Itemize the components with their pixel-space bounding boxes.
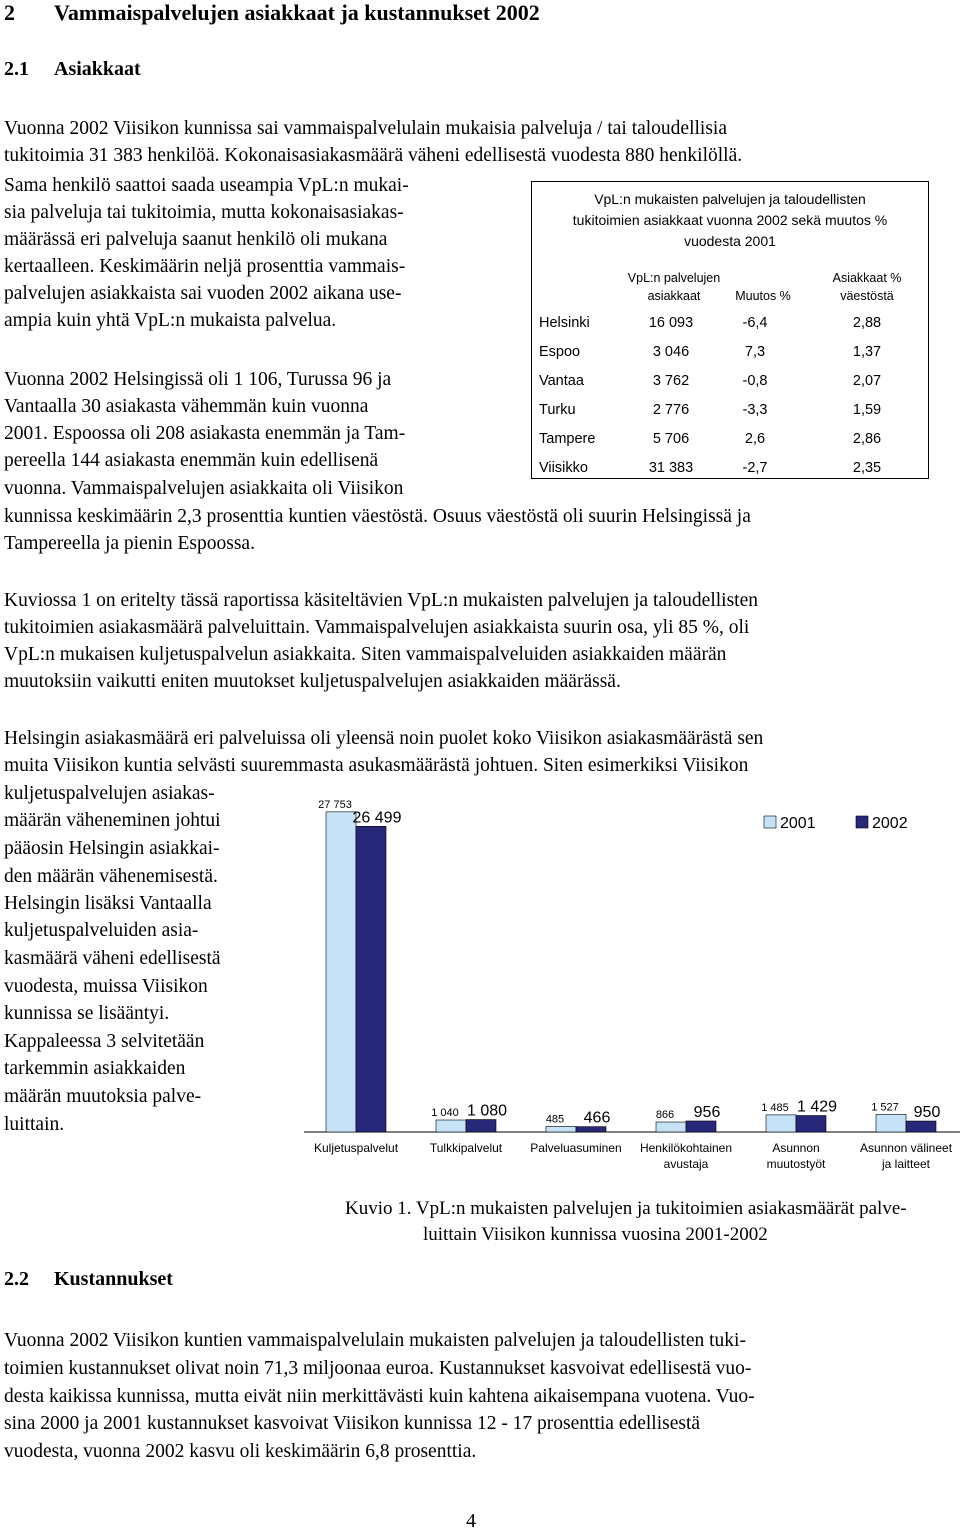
subsection-title: Kustannukset [54, 1268, 173, 1290]
cell-city: Vantaa [539, 373, 584, 389]
cell-city: Turku [539, 402, 576, 418]
data-label: 956 [693, 1103, 721, 1121]
data-label: 1 527 [871, 1101, 899, 1114]
text-line: sina 2000 ja 2001 kustannukset kasvoivat Viisikon kunnissa 12 - 17 prosenttia edellisestä [4, 1413, 701, 1434]
text-line: kuljetuspalvelujen asiakas- [4, 783, 215, 804]
cell-clients: 3 046 [652, 344, 690, 360]
subsection-heading-2 [4, 1268, 173, 1291]
text-line: VpL:n mukaisen kuljetuspalvelun asiakkaita. Siten vammaispalveluiden asiakkaiden määrän [4, 644, 727, 665]
table-row [532, 373, 928, 397]
clients-bar-chart [300, 797, 960, 1177]
text-line: muutoksiin vaikutti eniten muutokset kuljetuspalvelujen asiakkaiden määrässä. [4, 671, 621, 692]
text-line: vuodesta, muissa Viisikon [4, 976, 208, 997]
table-title-line: tukitoimien asiakkaat vuonna 2002 sekä muutos % [572, 212, 888, 228]
subsection-number: 2.2 [4, 1268, 29, 1290]
header-text: VpL:n palvelujen [627, 271, 721, 285]
subsection-heading-1 [4, 58, 141, 81]
bar-2001-3 [656, 1122, 686, 1132]
text-line: pereella 144 asiakasta enemmän kuin edellisenä [4, 450, 379, 471]
cell-share: 2,86 [852, 431, 882, 447]
data-label: 466 [583, 1109, 611, 1127]
legend-swatch [764, 816, 776, 828]
text-line: pääosin Helsingin asiakkai- [4, 838, 220, 859]
data-label: 1 429 [796, 1098, 838, 1116]
header-clients [616, 269, 732, 305]
caption-line: Kuvio 1. VpL:n mukaisten palvelujen ja tukitoimien asiakasmäärät palve- [345, 1198, 907, 1219]
header-text: Muutos % [735, 289, 791, 303]
legend-swatch [856, 816, 868, 828]
cell-change: -0,8 [742, 373, 768, 389]
header-share [820, 269, 914, 305]
text-line: Helsingin lisäksi Vantaalla [4, 893, 212, 914]
clients-table [531, 181, 929, 479]
text-line: den määrän vähenemisestä. [4, 866, 218, 887]
category-label: Henkilökohtainen [639, 1141, 733, 1155]
data-label: 1 485 [761, 1101, 789, 1114]
bar-2002-2 [576, 1127, 606, 1132]
bar-2001-4 [766, 1115, 796, 1132]
data-label: 866 [655, 1109, 675, 1122]
text-line: kertaalleen. Keskimäärin neljä prosenttia vammais- [4, 256, 406, 277]
category-label: Palveluasuminen [530, 1141, 622, 1155]
caption-line: luittain Viisikon kunnissa vuosina 2001-2002 [423, 1224, 768, 1245]
bar-2001-2 [546, 1126, 576, 1132]
bar-2002-5 [906, 1121, 936, 1132]
category-label: avustaja [663, 1157, 709, 1171]
page-number: 4 [466, 1510, 476, 1532]
data-label: 485 [545, 1113, 565, 1126]
cell-city: Espoo [539, 344, 581, 360]
table-title-line: VpL:n mukaisten palvelujen ja taloudellisten [594, 191, 866, 207]
cell-change: -2,7 [742, 460, 768, 476]
bar-2002-4 [796, 1116, 826, 1132]
category-label: Kuljetuspalvelut [313, 1141, 399, 1155]
table-row [532, 460, 928, 484]
legend-label: 2001 [780, 815, 816, 832]
data-label: 26 499 [352, 809, 402, 827]
table-row [532, 431, 928, 455]
text-line: määrässä eri palveluja saanut henkilö oli mukana [4, 229, 388, 250]
text-line: kuljetuspalveluiden asia- [4, 920, 199, 941]
text-line: sia palveluja tai tukitoimia, mutta kokonaisasiakas- [4, 202, 404, 223]
text-line: ampia kuin yhtä VpL:n mukaista palvelua. [4, 310, 337, 331]
data-label: 950 [913, 1104, 941, 1122]
text-line: desta kaikissa kunnissa, mutta eivät niin merkittävästi kuin kahtena aikaisempana vuotena. Vuo- [4, 1386, 755, 1407]
section-title: Vammaispalvelujen asiakkaat ja kustannukset 2002 [54, 0, 540, 25]
cell-city: Tampere [539, 431, 596, 447]
cell-change: -6,4 [742, 315, 768, 331]
cell-change: 2,6 [744, 431, 766, 447]
text-line: muita Viisikon kuntia selvästi suuremmasta asukasmäärästä johtuen. Siten esimerkiksi Viisikon [4, 755, 749, 776]
cell-share: 2,07 [852, 373, 882, 389]
bar-chart-svg [300, 797, 960, 1177]
text-line: 2001. Espoossa oli 208 asiakasta enemmän ja Tam- [4, 423, 406, 444]
cell-share: 1,37 [852, 344, 882, 360]
text-line: tarkemmin asiakkaiden [4, 1058, 186, 1079]
header-text: asiakkaat [647, 289, 701, 303]
cell-city: Viisikko [539, 460, 588, 476]
cell-share: 1,59 [852, 402, 882, 418]
text-line: Tampereella ja pienin Espoossa. [4, 533, 255, 554]
category-label: muutostyöt [766, 1157, 826, 1171]
cell-city: Helsinki [539, 315, 590, 331]
text-line: vuonna. Vammaispalvelujen asiakkaita oli Viisikon [4, 478, 404, 499]
text-line: Sama henkilö saattoi saada useampia VpL:n mukai- [4, 175, 409, 196]
text-line: tukitoimia 31 383 henkilöä. Kokonaisasiakasmäärä väheni edellisestä vuodesta 880 henkilöllä. [4, 145, 743, 166]
cell-clients: 16 093 [648, 315, 694, 331]
text-line: vuodesta, vuonna 2002 kasvu oli keskimäärin 6,8 prosenttia. [4, 1441, 477, 1462]
text-line: Kuviossa 1 on eritelty tässä raportissa käsiteltävien VpL:n mukaisten palvelujen ja taloudellisten [4, 590, 759, 611]
table-row [532, 402, 928, 426]
subsection-title: Asiakkaat [54, 58, 141, 80]
cell-clients: 2 776 [652, 402, 690, 418]
text-line: Vuonna 2002 Helsingissä oli 1 106, Turussa 96 ja [4, 369, 392, 390]
text-line: kasmäärä väheni edellisestä [4, 948, 221, 969]
text-line: kunnissa se lisääntyi. [4, 1003, 170, 1024]
text-line: Vuonna 2002 Viisikon kuntien vammaispalvelulain mukaisten palvelujen ja taloudellisten tuki- [4, 1330, 746, 1351]
legend-label: 2002 [872, 815, 908, 832]
category-label: Asunnon [772, 1141, 820, 1155]
text-line: luittain. [4, 1114, 65, 1135]
text-line: Helsingin asiakasmäärä eri palveluissa oli yleensä noin puolet koko Viisikon asiakasmäärästä sen [4, 728, 764, 749]
text-line: kunnissa keskimäärin 2,3 prosenttia kuntien väestöstä. Osuus väestöstä oli suurin Helsingissä ja [4, 506, 751, 527]
text-line: Vuonna 2002 Viisikon kunnissa sai vammaispalvelulain mukaisia palveluja / tai taloudellisia [4, 118, 728, 139]
bar-2001-0 [326, 812, 356, 1132]
subsection-number: 2.1 [4, 58, 29, 80]
text-line: Kappaleessa 3 selvitetään [4, 1031, 205, 1052]
text-line: tukitoimien asiakasmäärä palveluittain. Vammaispalvelujen asiakkaista suurin osa, yli 85 %, oli [4, 617, 750, 638]
bar-2002-0 [356, 826, 386, 1132]
cell-change: -3,3 [742, 402, 768, 418]
table-row [532, 315, 928, 339]
bar-2001-5 [876, 1114, 906, 1132]
data-label: 1 040 [431, 1107, 459, 1120]
data-label: 27 753 [318, 798, 352, 811]
data-label: 1 080 [466, 1102, 508, 1120]
bar-2002-3 [686, 1121, 716, 1132]
table-row [532, 344, 928, 368]
cell-clients: 31 383 [648, 460, 694, 476]
bar-2001-1 [436, 1120, 466, 1132]
category-label: Asunnon välineet [859, 1141, 953, 1155]
cell-clients: 3 762 [652, 373, 690, 389]
text-line: määrän väheneminen johtui [4, 810, 221, 831]
category-label: ja laitteet [881, 1157, 931, 1171]
section-heading [4, 0, 540, 26]
text-line: määrän muutoksia palve- [4, 1086, 202, 1107]
figure-caption [345, 1196, 907, 1248]
text-line: Vantaalla 30 asiakasta vähemmän kuin vuonna [4, 396, 369, 417]
text-line: toimien kustannukset olivat noin 71,3 miljoonaa euroa. Kustannukset kasvoivat edellisestä vuo- [4, 1358, 752, 1379]
cell-clients: 5 706 [652, 431, 690, 447]
text-line: palvelujen asiakkaista sai vuoden 2002 aikana use- [4, 283, 402, 304]
section-number: 2 [4, 0, 15, 25]
cell-share: 2,88 [852, 315, 882, 331]
table-title-line: vuodesta 2001 [684, 233, 776, 249]
header-text: väestöstä [840, 289, 894, 303]
cell-share: 2,35 [852, 460, 882, 476]
header-text: Asiakkaat % [832, 271, 902, 285]
cell-change: 7,3 [744, 344, 766, 360]
header-change [728, 287, 798, 305]
bar-2002-1 [466, 1120, 496, 1132]
category-label: Tulkkipalvelut [429, 1141, 503, 1155]
